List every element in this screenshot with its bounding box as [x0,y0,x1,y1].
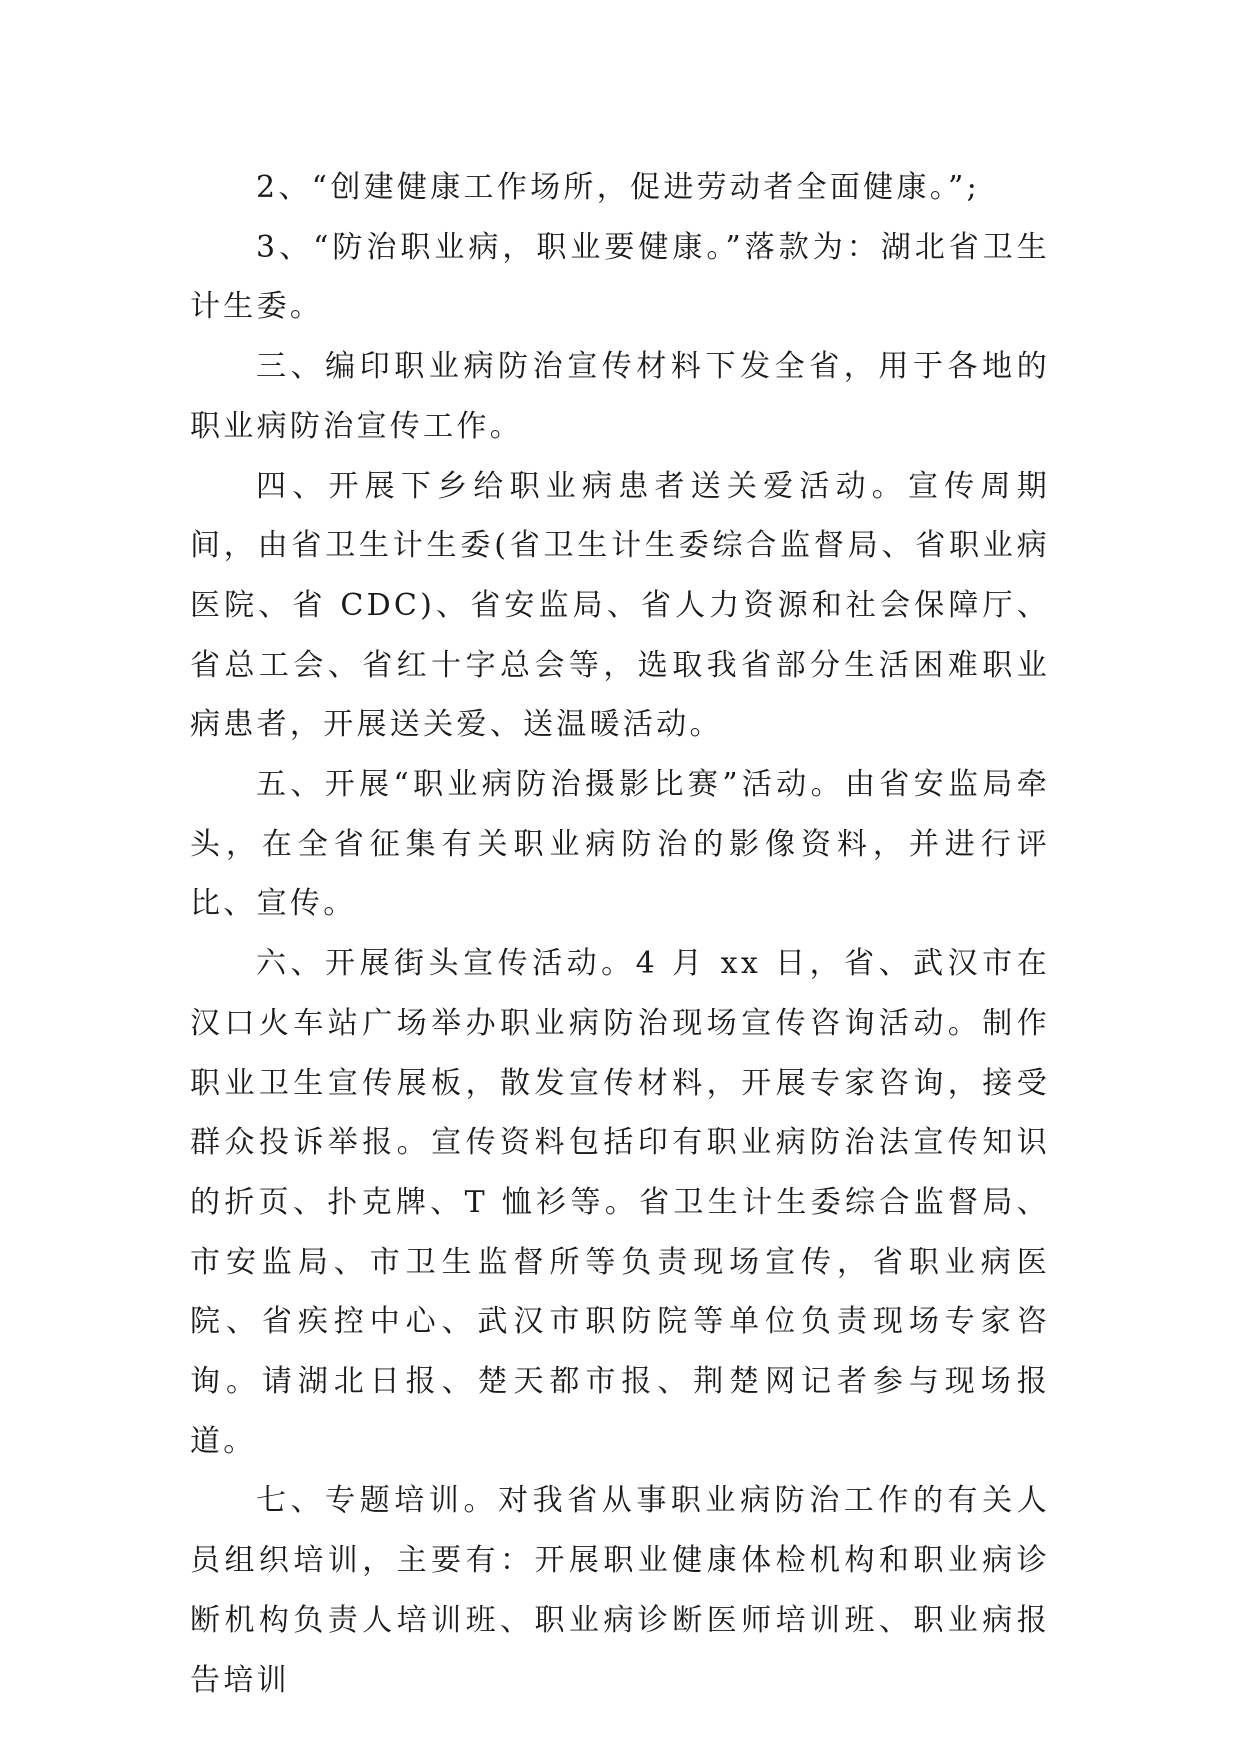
document-body [190,158,1050,1710]
paragraph-item-4: 四、开展下乡给职业病患者送关爱活动。宣传周期间，由省卫生计生委(省卫生计生委综合监督局、省职业病医院、省 CDC)、省安监局、省人力资源和社会保障厅、省总工会、省红十字总会等，选取我省部分生活困难职业病患者，开展送关爱、送温暖活动。 [190,468,1050,743]
paragraph-item-5: 五、开展“职业病防治摄影比赛”活动。由省安监局牵头，在全省征集有关职业病防治的影像资料，并进行评比、宣传。 [190,767,1050,922]
paragraph-item-6: 六、开展街头宣传活动。4 月 xx 日，省、武汉市在汉口火车站广场举办职业病防治现场宣传咨询活动。制作职业卫生宣传展板，散发宣传材料，开展专家咨询，接受群众投诉举报。宣传资料包括印有职业病防治法宣传知识的折页、扑克牌、T 恤衫等。省卫生计生委综合监督局、市安监局、市卫生监督所等负责现场宣传，省职业病医院、省疾控中心、武汉市职防院等单位负责现场专家咨询。请湖北日报、楚天都市报、荆楚网记者参与现场报道。 [190,946,1050,1459]
paragraph-slogan-2: 2、“创建健康工作场所，促进劳动者全面健康。”; [256,170,981,205]
paragraph-item-7: 七、专题培训。对我省从事职业病防治工作的有关人员组织培训，主要有：开展职业健康体检机构和职业病诊断机构负责人培训班、职业病诊断医师培训班、职业病报告培训 [190,1483,1050,1698]
paragraph-item-3: 三、编印职业病防治宣传材料下发全省，用于各地的职业病防治宣传工作。 [190,349,1050,444]
paragraph-slogan-3: 3、“防治职业病，职业要健康。”落款为：湖北省卫生计生委。 [190,229,1050,325]
